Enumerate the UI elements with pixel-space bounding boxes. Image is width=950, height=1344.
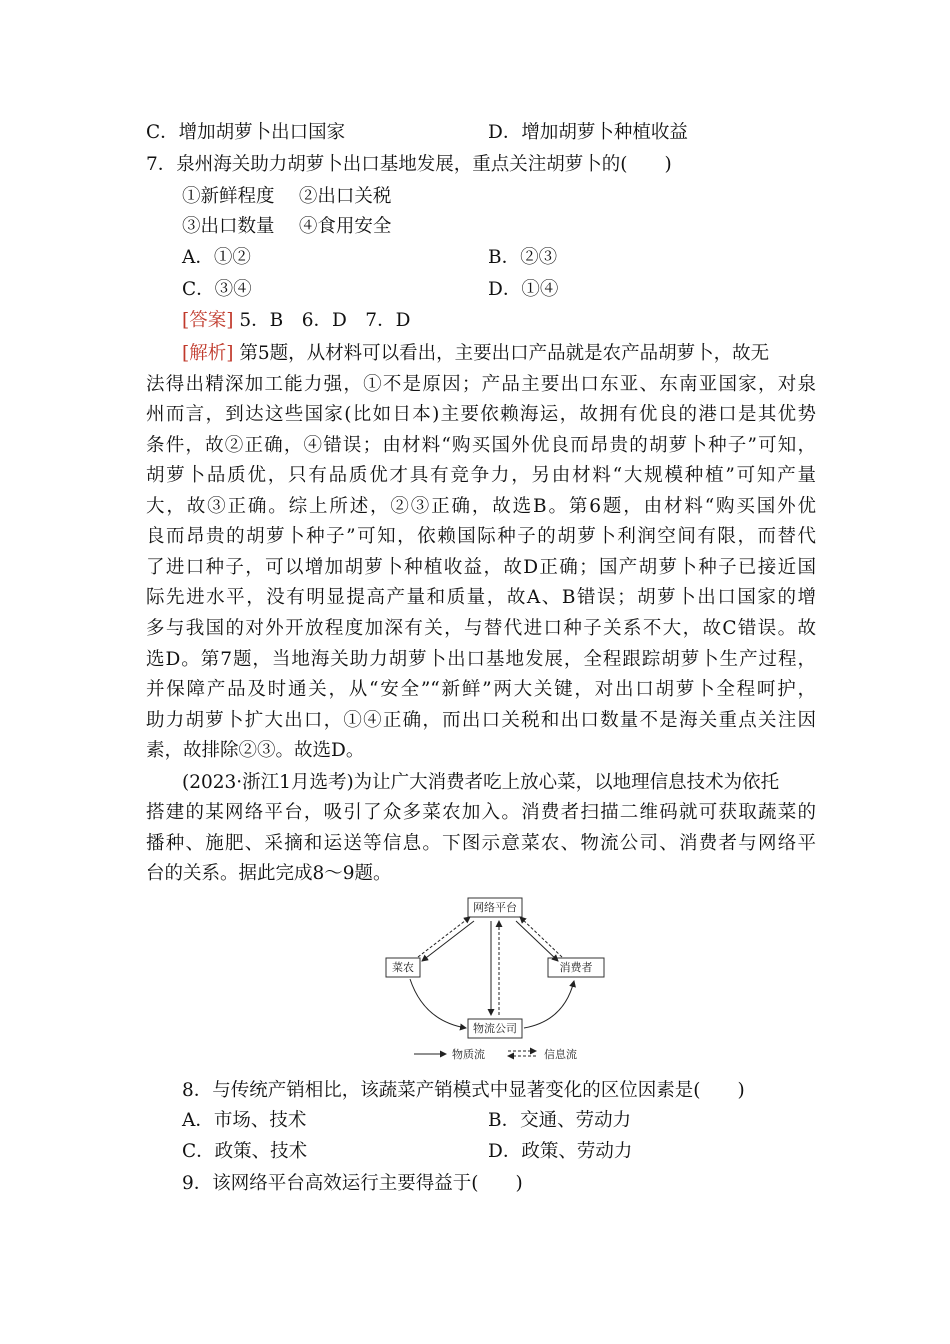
info-arrow-farmer-to-platform xyxy=(418,917,470,957)
passage-line: 搭建的某网络平台，吸引了众多菜农加入。消费者扫描二维码就可获取蔬菜的 xyxy=(146,802,816,823)
node-platform-label: 网络平台 xyxy=(473,901,517,914)
q7-option-c: C．③④ xyxy=(182,279,252,300)
analysis-line: 条件，故②正确，④错误；由材料“购买国外优良而昂贵的胡萝卜种子”可知， xyxy=(146,435,816,456)
analysis-line: 选D。第7题，当地海关助力胡萝卜出口基地发展，全程跟踪胡萝卜生产过程， xyxy=(146,649,816,670)
analysis-line: 良而昂贵的胡萝卜种子”可知，依赖国际种子的胡萝卜利润空间有限，而替代 xyxy=(146,526,816,547)
q7-option-b: B．②③ xyxy=(488,247,558,268)
q8-option-c: C．政策、技术 xyxy=(182,1141,308,1162)
q7-stem: 7．泉州海关助力胡萝卜出口基地发展，重点关注胡萝卜的( ) xyxy=(146,154,672,175)
passage-source: (2023·浙江1月选考) xyxy=(182,772,354,793)
node-farmer-label: 菜农 xyxy=(392,961,414,974)
material-arrow-logistics-to-consumer xyxy=(524,981,574,1028)
node-consumer-label: 消费者 xyxy=(559,961,593,974)
analysis-line: 胡萝卜品质优，只有品质优才具有竞争力，另由材料“大规模种植”可知产量 xyxy=(146,465,816,486)
arrow-platform-to-farmer xyxy=(422,921,474,961)
analysis-line-0: [解析] 第5题，从材料可以看出，主要出口产品就是农产品胡萝卜，故无 xyxy=(182,343,770,364)
answer-text: 5．B 6．D 7．D xyxy=(239,310,411,331)
q6-option-d: D．增加胡萝卜种植收益 xyxy=(488,122,688,143)
passage-line: 播种、施肥、采摘和运送等信息。下图示意菜农、物流公司、消费者与网络平 xyxy=(146,833,816,854)
q7-option-a: A．①② xyxy=(182,247,251,268)
q8-option-a: A．市场、技术 xyxy=(182,1110,307,1131)
answer-tag: [答案] xyxy=(182,310,234,331)
q7-option-d: D．①④ xyxy=(488,279,559,300)
analysis-line: 州而言，到达这些国家(比如日本)主要依赖海运，故拥有优良的港口是其优势 xyxy=(146,404,816,425)
analysis-line: 大，故③正确。综上所述，②③正确，故选B。第6题，由材料“购买国外优 xyxy=(146,496,816,517)
legend-material-label: 物质流 xyxy=(452,1048,485,1061)
analysis-line: 法得出精深加工能力强，①不是原因；产品主要出口东亚、东南亚国家，对泉 xyxy=(146,374,816,395)
answer-line xyxy=(182,306,852,336)
q8-option-d: D．政策、劳动力 xyxy=(488,1141,633,1162)
analysis-line: 并保障产品及时通关，从“安全”“新鲜”两大关键，对出口胡萝卜全程呵护， xyxy=(146,679,816,700)
analysis-line: 了进口种子，可以增加胡萝卜种植收益，故D正确；国产胡萝卜种子已接近国 xyxy=(146,557,816,578)
relationship-diagram xyxy=(384,893,610,1069)
legend-info-label: 信息流 xyxy=(544,1048,577,1061)
q7-items-row2: ③出口数量 ④食用安全 xyxy=(182,216,392,237)
q8-stem: 8．与传统产销相比，该蔬菜产销模式中显著变化的区位因素是( ) xyxy=(182,1080,745,1101)
info-arrow-consumer-to-platform xyxy=(520,917,562,957)
q9-stem: 9．该网络平台高效运行主要得益于( ) xyxy=(182,1173,523,1194)
analysis-line: 际先进水平，没有明显提高产量和质量，故A、B错误；胡萝卜出口国家的增 xyxy=(146,587,816,608)
analysis-line: 素，故排除②③。故选D。 xyxy=(146,740,365,761)
analysis-line: 多与我国的对外开放程度加深有关，与替代进口种子关系不大，故C错误。故 xyxy=(146,618,816,639)
q7-items-row1: ①新鲜程度 ②出口关税 xyxy=(182,186,392,207)
q8-option-b: B．交通、劳动力 xyxy=(488,1110,632,1131)
passage-line-0: (2023·浙江1月选考)为让广大消费者吃上放心菜，以地理信息技术为依托 xyxy=(182,772,780,793)
analysis-line: 助力胡萝卜扩大出口，①④正确，而出口关税和出口数量不是海关重点关注因 xyxy=(146,710,816,731)
arrow-platform-to-consumer xyxy=(516,921,558,961)
node-logistics-label: 物流公司 xyxy=(473,1022,517,1035)
q6-option-c: C．增加胡萝卜出口国家 xyxy=(146,122,346,143)
material-arrow-farmer-to-logistics xyxy=(410,979,466,1028)
analysis-tag: [解析] xyxy=(182,343,234,364)
passage-line: 台的关系。据此完成8～9题。 xyxy=(146,863,392,884)
